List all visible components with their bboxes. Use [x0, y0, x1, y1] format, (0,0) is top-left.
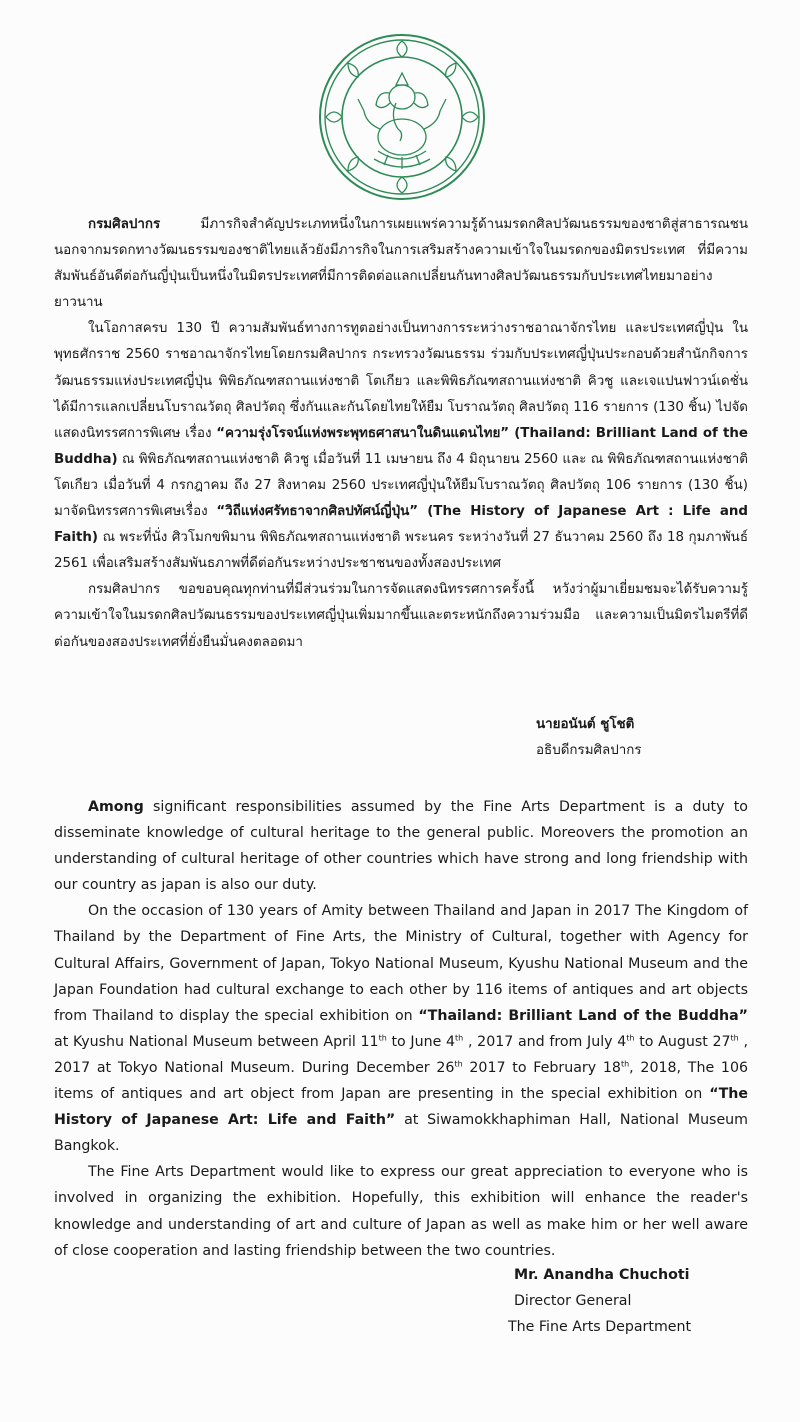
english-paragraph-2: On the occasion of 130 years of Amity between Thailand and Japan in 2017 The Kingdom of Thailand by the Department of Fine Arts, the Ministry of Cultural, together with Agency for Cultural Affairs, Government of Japan, Tokyo National Museum, Kyushu National Museum and the Japan Foundation had cultural exchange to each other by 116 items of antiques and art objects from Thailand to display the special exhibition on “Thailand: Brilliant Land of the Buddha” at Kyushu National Museum between April 11th to June 4th , 2017 and from July 4th to August 27th , 2017 at Tokyo National Museum. During December 26th 2017 to February 18th, 2018, The 106 items of antiques and art object from Japan are presenting in the special exhibition on “The History of Japanese Art: Life and Faith” at Siwamokkhaphiman Hall, National Museum Bangkok. — [54, 903, 748, 1155]
thai-signer-title: อธิบดีกรมศิลปากร — [536, 743, 642, 758]
thai-message — [54, 212, 748, 656]
english-signature — [508, 1262, 691, 1340]
ganesha-seal-icon — [318, 33, 486, 201]
thai-paragraph-1: กรมศิลปากร มีภารกิจสำคัญประเภทหนึ่งในการเผยแพร่ความรู้ด้านมรดกศิลปวัฒนธรรมของชาติสู่สาธารณชนนอกจากมรดกทางวัฒนธรรมของชาติไทยแล้วยังมีภารกิจในการเสริมสร้างความเข้าใจในมรดกของมิตรประเทศ ที่มีความสัมพันธ์อันดีต่อกันญี่ปุ่นเป็นหนึ่งในมิตรประเทศที่มีการติดต่อแลกเปลี่ยนกันทางศิลปวัฒนธรรมกับประเทศไทยมาอย่างยาวนาน — [54, 217, 748, 311]
english-message — [54, 794, 748, 1264]
english-paragraph-3: The Fine Arts Department would like to express our great appreciation to everyone who is involved in organizing the exhibition. Hopefully, this exhibition will enhance the reader's knowledge and understanding of art and culture of Japan as well as make him or her well aware of close cooperation and lasting friendship between the two countries. — [54, 1164, 748, 1259]
thai-paragraph-3: กรมศิลปากร ขอขอบคุณทุกท่านที่มีส่วนร่วมในการจัดแสดงนิทรรศการครั้งนี้ หวังว่าผู้มาเยี่ยมชมจะได้รับความรู้ความเข้าใจในมรดกศิลปวัฒนธรรมของประเทศญี่ปุ่นเพิ่มมากขึ้นและตระหนักถึงความร่วมมือ และความเป็นมิตรไมตรีที่ดีต่อกันของสองประเทศที่ยั่งยืนมั่นคงตลอดมา — [54, 582, 748, 650]
english-signer-title: Director General — [514, 1293, 632, 1309]
thai-signature — [536, 712, 642, 764]
thai-org-name: กรมศิลปากร — [88, 217, 161, 232]
english-signer-name: Mr. Anandha Chuchoti — [514, 1267, 690, 1283]
english-paragraph-1: Among significant responsibilities assumed by the Fine Arts Department is a duty to disseminate knowledge of cultural heritage to the general public. Moreovers the promotion an understanding of cultural heritage of other countries which have strong and long friendship with our country as japan is also our duty. — [54, 799, 748, 894]
thai-signer-name: นายอนันต์ ชูโชติ — [536, 717, 635, 732]
thai-paragraph-2: ในโอกาสครบ 130 ปี ความสัมพันธ์ทางการทูตอย่างเป็นทางการระหว่างราชอาณาจักรไทย และประเทศญี่ปุ่น ในพุทธศักราช 2560 ราชอาณาจักรไทยโดยกรมศิลปากร กระทรวงวัฒนธรรม ร่วมกับประเทศญี่ปุ่นประกอบด้วยสำนักกิจการวัฒนธรรมแห่งประเทศญี่ปุ่น พิพิธภัณฑสถานแห่งชาติ โตเกียว และพิพิธภัณฑสถานแห่งชาติ คิวชู และเจแปนฟาวน์เดชั่น ได้มีการแลกเปลี่ยนโบราณวัตถุ ศิลปวัตถุ ซึ่งกันและกันโดยไทยให้ยืม โบราณวัตถุ ศิลปวัตถุ 116 รายการ (130 ชิ้น) ไปจัดแสดงนิทรรศการพิเศษ เรื่อง “ความรุ่งโรจน์แห่งพระพุทธศาสนาในดินแดนไทย” (Thailand: Brilliant Land of the Buddha) ณ พิพิธภัณฑสถานแห่งชาติ คิวชู เมื่อวันที่ 11 เมษายน ถึง 4 มิถุนายน 2560 และ ณ พิพิธภัณฑสถานแห่งชาติ โตเกียว เมื่อวันที่ 4 กรกฎาคม ถึง 27 สิงหาคม 2560 ประเทศญี่ปุ่นให้ยืมโบราณวัตถุ ศิลปวัตถุ 106 รายการ (130 ชิ้น) มาจัดนิทรรศการพิเศษเรื่อง “วิถีแห่งศรัทธาจากศิลปทัศน์ญี่ปุ่น” (The History of Japanese Art : Life and Faith) ณ พระที่นั่ง ศิวโมกขพิมาน พิพิธภัณฑสถานแห่งชาติ พระนคร ระหว่างวันที่ 27 ธันวาคม 2560 ถึง 18 กุมภาพันธ์ 2561 เพื่อเสริมสร้างสัมพันธภาพที่ดีต่อกันระหว่างประชาชนของทั้งสองประเทศ — [54, 321, 748, 572]
english-signer-org: The Fine Arts Department — [508, 1319, 692, 1335]
